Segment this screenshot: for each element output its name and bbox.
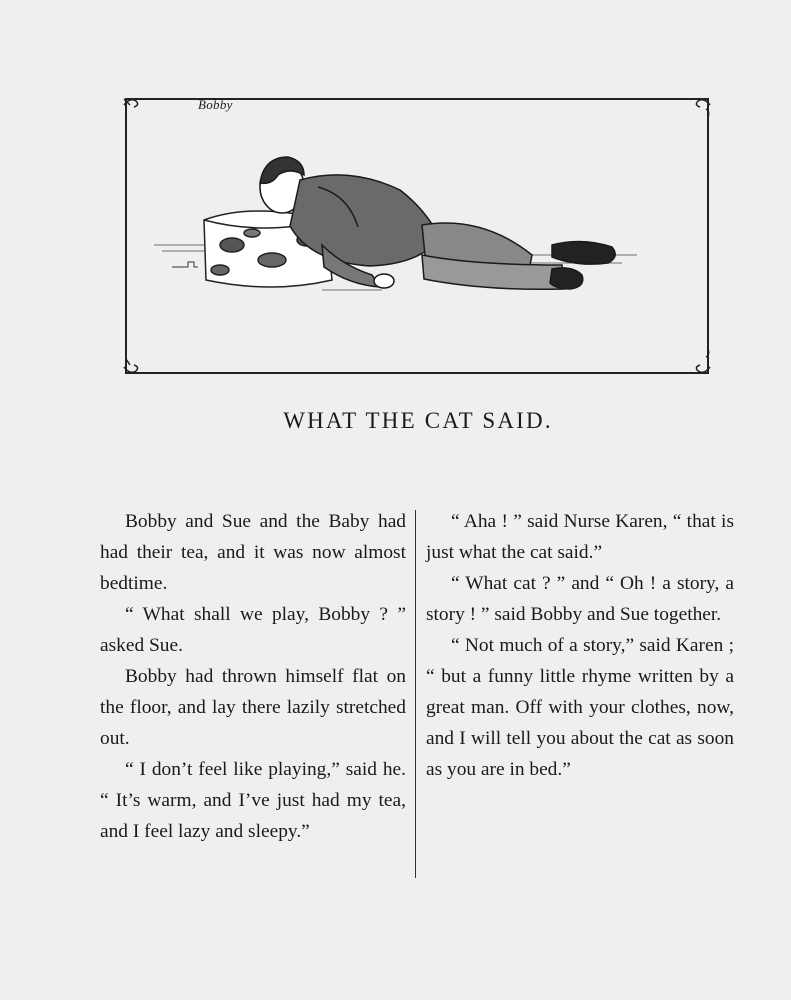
- paragraph: “ What shall we play, Bobby ? ” asked Sue.: [100, 604, 406, 656]
- paragraph: “ Aha ! ” said Nurse Karen, “ that is just what the cat said.”: [426, 511, 734, 563]
- illustration-frame: [122, 95, 712, 377]
- toy: [172, 262, 198, 267]
- paragraph: “ What cat ? ” and “ Oh ! a story, a story ! ” said Bobby and Sue together.: [426, 573, 734, 625]
- text-column-right: [426, 506, 734, 785]
- column-divider: [415, 510, 416, 878]
- paragraph: “ I don’t feel like playing,” said he. “ It’s warm, and I’ve just had my tea, and I feel lazy and sleepy.”: [100, 759, 406, 842]
- paragraph: Bobby had thrown himself flat on the floor, and lay there lazily stretched out.: [100, 666, 406, 749]
- paragraph: “ Not much of a story,” said Karen ; “ but a funny little rhyme written by a great man. Off with your clothes, now, and I will tell you about the cat as soon as you are in bed.”: [426, 635, 734, 780]
- text-column-left: [100, 506, 406, 847]
- illustration: [122, 95, 712, 377]
- chapter-title: WHAT THE CAT SAID.: [283, 408, 553, 433]
- paragraph: Bobby and Sue and the Baby had had their tea, and it was now almost bedtime.: [100, 511, 406, 594]
- illustration-caption: Bobby: [198, 97, 233, 112]
